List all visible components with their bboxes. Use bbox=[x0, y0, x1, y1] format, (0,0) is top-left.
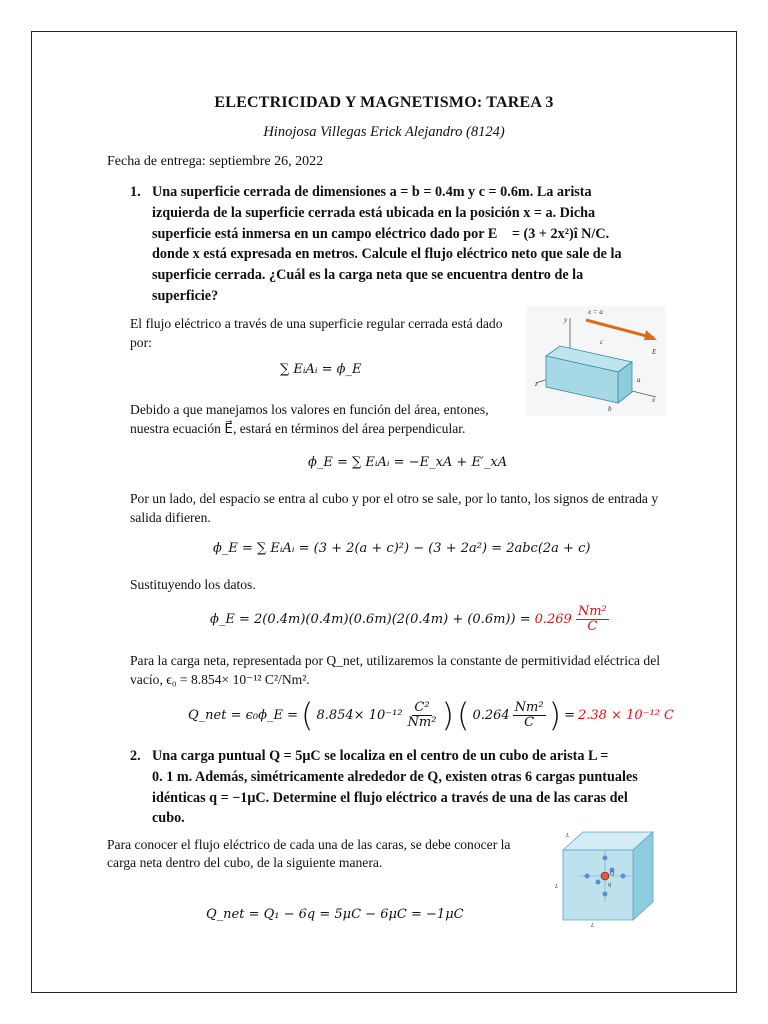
question-2-number: 2. bbox=[130, 748, 141, 764]
figure1-label-c: c bbox=[600, 338, 604, 346]
solution-1-paragraph-5b: vacío, ϵ₀ = 8.854× 10⁻¹² C²/Nm². bbox=[130, 672, 310, 687]
question-1-line: Una superficie cerrada de dimensiones a = b = 0.4m y c = 0.6m. La arista bbox=[152, 184, 592, 200]
permittivity-unit-denominator: Nm² bbox=[407, 714, 437, 730]
flux-value: 0.264 bbox=[472, 707, 510, 723]
permittivity-unit bbox=[406, 701, 439, 730]
solution-1-paragraph-2a: Debido a que manejamos los valores en función del área, entones, bbox=[130, 402, 489, 417]
equation-net-charge-cube: Q_net = Q₁ − 6q = 5μC − 6μC = −1μC bbox=[206, 907, 464, 922]
permittivity-unit-numerator: C² bbox=[414, 699, 430, 715]
paren-open: ( bbox=[456, 696, 470, 734]
author-line: Hinojosa Villegas Erick Alejandro (8124) bbox=[263, 124, 505, 140]
question-1-text bbox=[152, 182, 662, 307]
paren-open: ( bbox=[300, 696, 314, 734]
figure1-label-e: E⃗ bbox=[652, 348, 662, 356]
solution-1-intro: El flujo eléctrico a través de una superficie regular cerrada está dado por: bbox=[130, 316, 503, 351]
figure2-label-l-left: L bbox=[555, 884, 559, 890]
equation-net-charge-left: Q_net = ϵ₀ϕ_E = bbox=[188, 707, 298, 723]
net-charge-result: 2.38 × 10⁻¹² C bbox=[577, 707, 674, 723]
question-1-number: 1. bbox=[130, 184, 141, 200]
flux-result-value: 0.269 bbox=[534, 612, 572, 627]
equation-flux-expanded: ϕ_E = ∑ EᵢAᵢ = (3 + 2(a + c)²) − (3 + 2a²) = 2abc(2a + c) bbox=[213, 541, 591, 556]
figure2-label-q-center: Q bbox=[610, 871, 615, 877]
question-2-line: idénticas q = −1μC. Determine el flujo eléctrico a través de una de las caras del bbox=[152, 789, 628, 806]
figure-cube-charges bbox=[553, 828, 657, 928]
equation-flux-numeric-left: ϕ_E = 2(0.4m)(0.4m)(0.6m)(2(0.4m) + (0.6m)) = bbox=[210, 612, 531, 627]
flux-unit-numerator: Nm² bbox=[577, 604, 607, 619]
solution-1-paragraph-4: Sustituyendo los datos. bbox=[130, 577, 256, 592]
solution-1-paragraph-5a: Para la carga neta, representada por Q_net, utilizaremos la constante de permitividad eléctrica del bbox=[130, 653, 661, 668]
solution-1-paragraph-3: Por un lado, del espacio se entra al cubo y por el otro se sale, por lo tanto, los signos de entrada y salida difieren. bbox=[130, 491, 659, 526]
solution-1-paragraph-2b: nuestra ecuación E⃗, estará en términos del área perpendicular. bbox=[130, 421, 466, 436]
figure1-label-x: x bbox=[652, 396, 656, 404]
question-2-line: cubo. bbox=[152, 810, 185, 827]
question-2-line: Una carga puntual Q = 5μC se localiza en el centro de un cubo de arista L = bbox=[152, 748, 609, 764]
question-1-line: donde x está expresada en metros. Calcule el flujo eléctrico neto que sale de la bbox=[152, 246, 622, 263]
solution-2-paragraph-1a: Para conocer el flujo eléctrico de cada una de las caras, se debe conocer la bbox=[107, 837, 511, 852]
due-date: Fecha de entrega: septiembre 26, 2022 bbox=[107, 154, 324, 169]
equation-flux-numeric bbox=[210, 605, 609, 634]
flux-result-unit bbox=[576, 605, 609, 634]
question-1-line: superficie cerrada. ¿Cuál es la carga neta que se encuentra dentro de la bbox=[152, 267, 584, 284]
flux-unit-numerator-2: Nm² bbox=[514, 699, 544, 715]
paren-close: ) bbox=[548, 696, 562, 734]
figure1-label-b: b bbox=[608, 405, 612, 413]
figure1-label-z: z bbox=[535, 380, 538, 388]
figure1-label-y: y bbox=[564, 316, 568, 324]
solution-2-paragraph-1b: carga neta dentro del cubo, de la siguiente manera. bbox=[107, 855, 383, 870]
equals-sign: = bbox=[564, 707, 575, 723]
figure-box-in-field bbox=[526, 306, 666, 416]
flux-unit-denominator: C bbox=[587, 619, 598, 634]
figure2-label-q-small: q bbox=[608, 882, 611, 888]
document-title: ELECTRICIDAD Y MAGNETISMO: TAREA 3 bbox=[214, 94, 554, 111]
equation-flux-components: ϕ_E = ∑ EᵢAᵢ = −E_xA + E′_xA bbox=[308, 455, 508, 470]
question-1-line: superficie? bbox=[152, 287, 219, 304]
question-1-line: superficie está inmersa en un campo eléctrico dado por E⃗ = (3 + 2x²)î N/C. bbox=[152, 225, 610, 242]
permittivity-value: 8.854× 10⁻¹² bbox=[316, 707, 403, 723]
question-1-line: izquierda de la superficie cerrada está ubicada en la posición x = a. Dicha bbox=[152, 204, 596, 221]
flux-unit-denominator-2: C bbox=[524, 714, 535, 730]
flux-unit bbox=[513, 701, 546, 730]
figure1-label-a: a bbox=[637, 376, 641, 384]
question-2-line: 0. 1 m. Además, simétricamente alrededor de Q, existen otras 6 cargas puntuales bbox=[152, 768, 638, 785]
equation-flux-sum: ∑ EᵢAᵢ = ϕ_E bbox=[280, 362, 362, 377]
figure2-label-l-bottom: L bbox=[591, 923, 595, 928]
figure2-label-l-top: L bbox=[566, 833, 570, 839]
paren-close: ) bbox=[441, 696, 454, 734]
equation-net-charge bbox=[188, 696, 674, 734]
question-2-text bbox=[152, 746, 662, 829]
figure1-label-x-eq: x = a bbox=[588, 308, 603, 316]
